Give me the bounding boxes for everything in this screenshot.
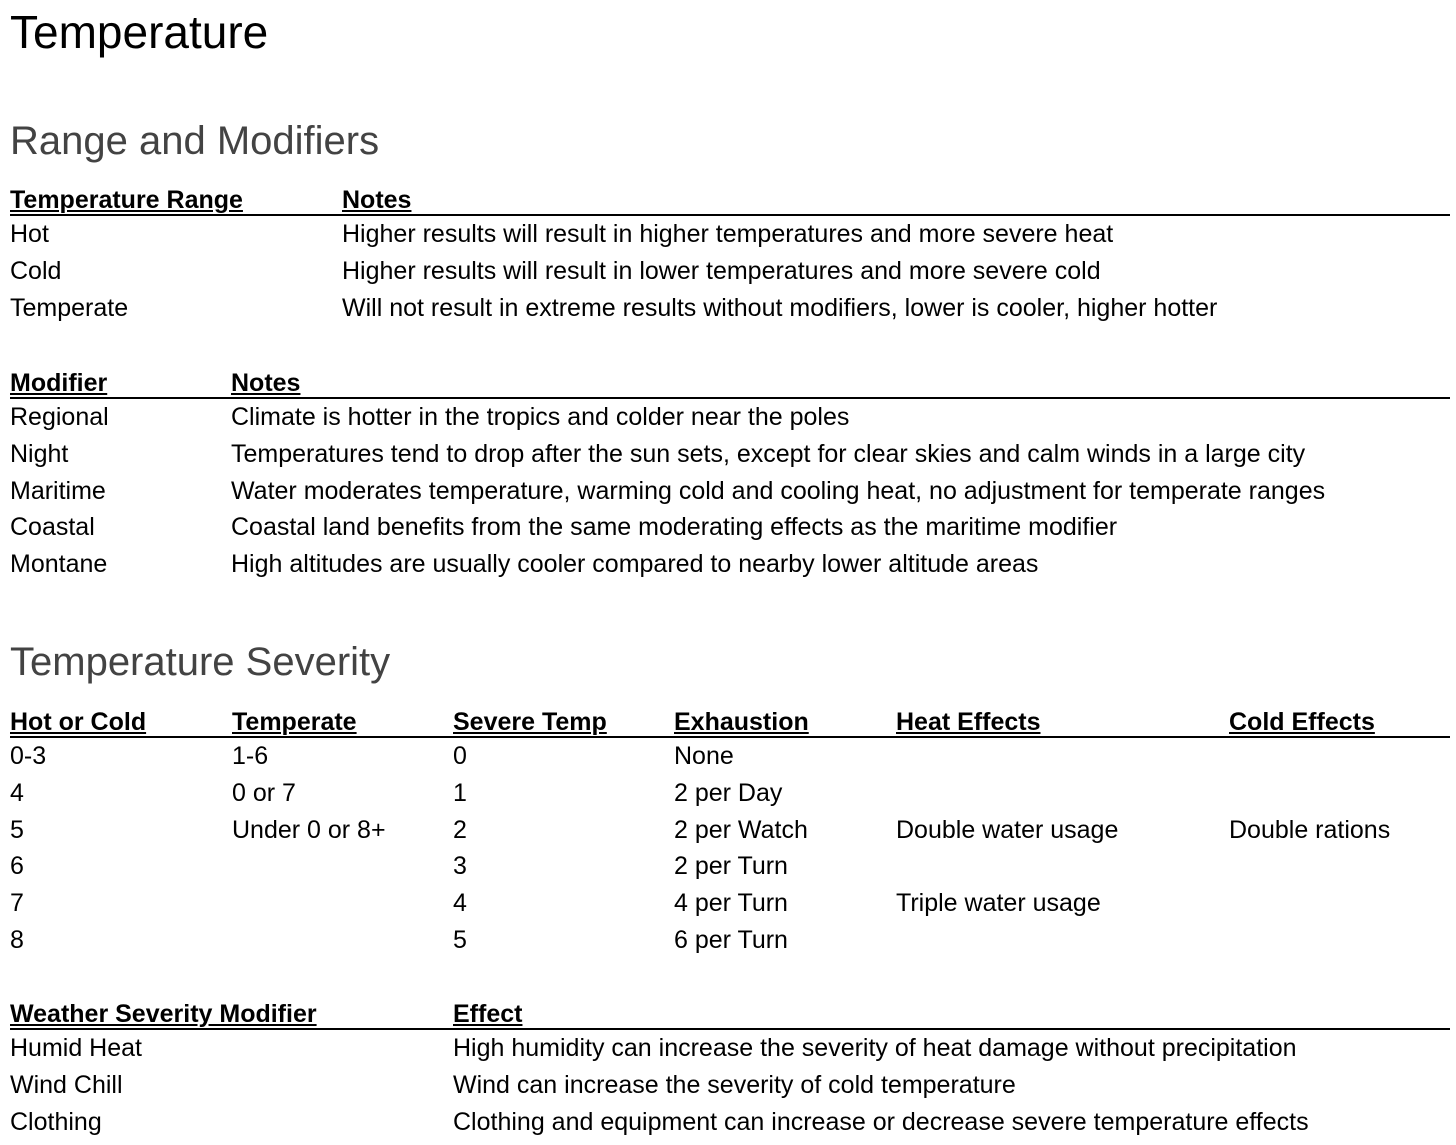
range-cell: Cold [10,256,62,285]
notes-cell: Will not result in extreme results without modifiers, lower is cooler, higher hotter [342,293,1218,322]
temperature-severity-table [10,708,1450,959]
header-temperature-range: Temperature Range [10,186,243,214]
severe-temp-cell: 3 [453,852,467,881]
heat-effects-cell: Triple water usage [896,889,1101,918]
notes-cell: Water moderates temperature, warming cold and cooling heat, no adjustment for temperate ranges [231,476,1326,505]
modifier-cell: Maritime [10,476,106,505]
temperate-cell: Under 0 or 8+ [232,815,386,844]
temperate-cell: 0 or 7 [232,778,296,807]
section-heading-temperature-severity: Temperature Severity [10,640,391,684]
table-header-row [10,369,1450,399]
table-row [10,1030,1450,1067]
weather-modifier-cell: Wind Chill [10,1070,123,1099]
header-heat-effects: Heat Effects [896,708,1041,736]
header-modifier: Modifier [10,369,108,397]
table-row [10,436,1450,473]
modifier-cell: Regional [10,403,109,431]
table-row [10,546,1450,583]
table-row [10,922,1450,959]
header-weather-severity-modifier: Weather Severity Modifier [10,1000,317,1028]
modifier-cell: Night [10,439,69,468]
table-row [10,848,1450,885]
table-header-row [10,708,1450,738]
notes-cell: Temperatures tend to drop after the sun sets, except for clear skies and calm winds in a large city [231,439,1306,468]
table-row [10,509,1450,546]
notes-cell: High altitudes are usually cooler compared to nearby lower altitude areas [231,550,1039,579]
table-row [10,1067,1450,1104]
table-row [10,216,1450,253]
header-effect: Effect [453,1000,523,1028]
exhaustion-cell: 6 per Turn [674,925,788,954]
page-title: Temperature [10,6,269,58]
cold-effects-cell: Double rations [1229,815,1391,844]
weather-modifier-cell: Clothing [10,1107,102,1136]
notes-cell: Coastal land benefits from the same moderating effects as the maritime modifier [231,513,1118,542]
exhaustion-cell: None [674,742,734,770]
table-header-row [10,1000,1450,1030]
effect-cell: Clothing and equipment can increase or decrease severe temperature effects [453,1107,1309,1136]
notes-cell: Higher results will result in higher temperatures and more severe heat [342,220,1114,248]
hot-or-cold-cell: 8 [10,925,24,954]
header-hot-or-cold: Hot or Cold [10,708,147,736]
table-row [10,253,1450,290]
table-row [10,812,1450,849]
effect-cell: Wind can increase the severity of cold temperature [453,1070,1016,1099]
header-notes: Notes [342,186,412,214]
exhaustion-cell: 2 per Watch [674,815,808,844]
exhaustion-cell: 2 per Turn [674,852,788,881]
notes-cell: Higher results will result in lower temperatures and more severe cold [342,256,1101,285]
exhaustion-cell: 4 per Turn [674,889,788,918]
hot-or-cold-cell: 5 [10,815,24,844]
hot-or-cold-cell: 6 [10,852,24,881]
section-heading-range-modifiers: Range and Modifiers [10,119,380,163]
severe-temp-cell: 2 [453,815,467,844]
table-header-row [10,186,1450,216]
table-row [10,1104,1450,1141]
hot-or-cold-cell: 4 [10,778,24,807]
header-severe-temp: Severe Temp [453,708,607,736]
range-cell: Temperate [10,293,129,322]
severe-temp-cell: 0 [453,742,467,770]
header-exhaustion: Exhaustion [674,708,809,736]
table-row [10,885,1450,922]
modifier-table [10,369,1450,583]
weather-severity-modifier-table [10,1000,1450,1140]
effect-cell: High humidity can increase the severity of heat damage without precipitation [453,1034,1297,1062]
notes-cell: Climate is hotter in the tropics and colder near the poles [231,403,850,431]
temperature-range-table [10,186,1450,326]
header-cold-effects: Cold Effects [1229,708,1375,736]
weather-modifier-cell: Humid Heat [10,1034,142,1062]
severe-temp-cell: 1 [453,778,467,807]
severe-temp-cell: 5 [453,925,467,954]
table-row [10,775,1450,812]
hot-or-cold-cell: 7 [10,889,24,918]
table-row [10,290,1450,327]
severe-temp-cell: 4 [453,889,467,918]
temperate-cell: 1-6 [232,742,269,770]
range-cell: Hot [10,220,49,248]
header-notes: Notes [231,369,301,397]
table-row [10,473,1450,510]
header-temperate: Temperate [232,708,357,736]
heat-effects-cell: Double water usage [896,815,1119,844]
hot-or-cold-cell: 0-3 [10,742,47,770]
table-row [10,738,1450,775]
modifier-cell: Montane [10,550,108,579]
exhaustion-cell: 2 per Day [674,778,783,807]
table-row [10,399,1450,436]
modifier-cell: Coastal [10,513,95,542]
